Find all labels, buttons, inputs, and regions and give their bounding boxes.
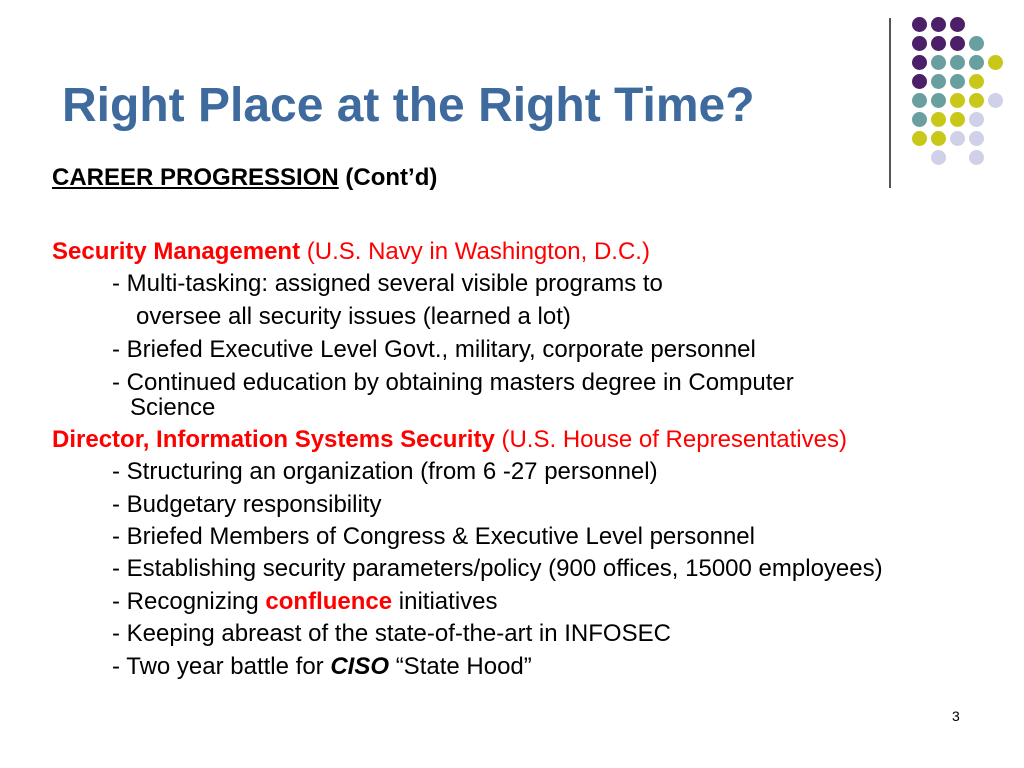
decorative-dot [950, 131, 965, 146]
decorative-dot [931, 112, 946, 127]
list-item: - Establishing security parameters/policy (900 offices, 15000 employees) [112, 555, 883, 582]
decorative-dot [912, 36, 927, 51]
item-suffix: initiatives [398, 588, 498, 615]
section-subheading [52, 166, 437, 190]
item-suffix: “State Hood” [395, 653, 532, 680]
decorative-dot [931, 36, 946, 51]
decorative-dot [950, 93, 965, 108]
decorative-dot [969, 36, 984, 51]
decorative-dot [969, 55, 984, 70]
decorative-dot [950, 112, 965, 127]
item-prefix: - Recognizing [112, 588, 259, 615]
decorative-dot [912, 112, 927, 127]
role-org: (U.S. Navy in Washington, D.C.) [306, 238, 650, 265]
role-name: Director, Information Systems Security [52, 426, 495, 453]
slide-number: 3 [952, 708, 960, 724]
item-prefix: - Two year battle for [112, 653, 324, 680]
list-item-continuation: oversee all security issues (learned a lot) [136, 303, 571, 330]
list-item-continuation: Science [130, 394, 216, 421]
decorative-dot [912, 93, 927, 108]
decorative-dot [931, 131, 946, 146]
item-highlight: confluence [265, 588, 393, 615]
list-item: - Multi-tasking: assigned several visible programs to [112, 270, 663, 297]
decorative-dot [950, 36, 965, 51]
decorative-dot [931, 55, 946, 70]
decorative-dot [969, 74, 984, 89]
role-org: (U.S. House of Representatives) [501, 426, 847, 453]
subheading-suffix: (Cont’d) [345, 164, 438, 191]
decorative-dot [931, 93, 946, 108]
item-highlight: CISO [330, 653, 390, 680]
list-item: - Structuring an organization (from 6 -27 personnel) [112, 458, 658, 485]
decorative-dot [912, 74, 927, 89]
decorative-divider [889, 18, 891, 188]
decorative-dot [950, 74, 965, 89]
list-item: - Briefed Executive Level Govt., military, corporate personnel [112, 336, 756, 363]
list-item: - Keeping abreast of the state-of-the-art in INFOSEC [112, 620, 671, 647]
list-item-confluence [112, 590, 498, 614]
decorative-dot [969, 93, 984, 108]
decorative-dot [912, 55, 927, 70]
subheading-label: CAREER PROGRESSION [52, 164, 339, 191]
decorative-dot [969, 131, 984, 146]
list-item: - Briefed Members of Congress & Executive Level personnel [112, 523, 755, 550]
decorative-dot [912, 17, 927, 32]
list-item: - Continued education by obtaining masters degree in Computer [112, 369, 794, 396]
decorative-dot [912, 131, 927, 146]
decorative-dot [969, 112, 984, 127]
decorative-dot [969, 150, 984, 165]
decorative-dot [950, 17, 965, 32]
list-item: - Budgetary responsibility [112, 491, 382, 518]
role-heading-security-management [52, 240, 650, 264]
slide-title: Right Place at the Right Time? [62, 79, 755, 132]
decorative-dot [988, 93, 1003, 108]
decorative-dot [931, 150, 946, 165]
list-item-ciso [112, 655, 532, 679]
decorative-dot [988, 55, 1003, 70]
decorative-dot [931, 74, 946, 89]
decorative-dot [950, 55, 965, 70]
role-heading-director-infosec [52, 428, 847, 452]
decorative-dot [931, 17, 946, 32]
role-name: Security Management [52, 238, 301, 265]
